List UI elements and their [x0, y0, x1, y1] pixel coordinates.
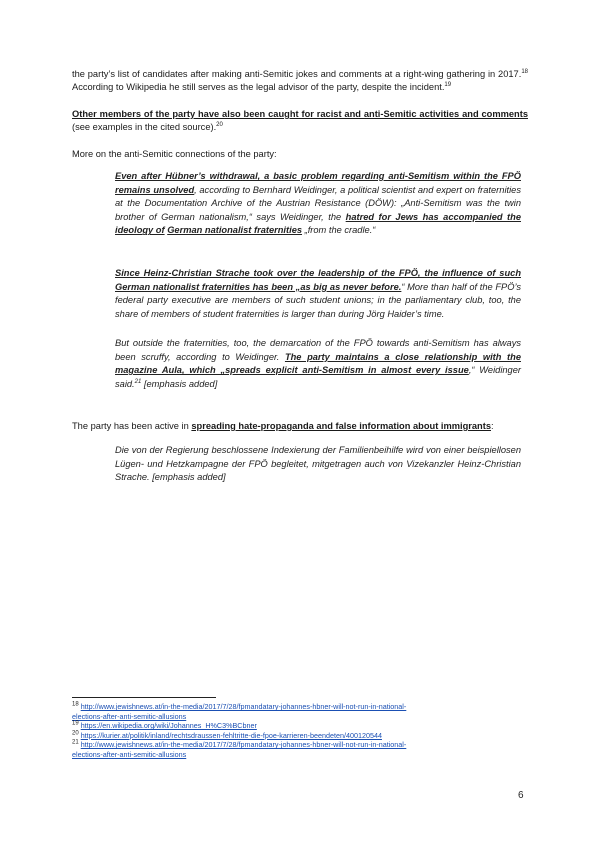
footnote-19: [72, 721, 532, 731]
paragraph-intro: [72, 68, 528, 95]
footnote-number: 18: [72, 701, 79, 708]
footnote-link[interactable]: https://kurier.at/politik/inland/rechtsdraussen-fehltritte-die-fpoe-karrieren-beendeten/400120544: [80, 730, 382, 740]
paragraph-text: (see examples in the cited source).: [72, 122, 217, 133]
paragraph-more-on: More on the anti-Semitic connections of the party:: [72, 149, 277, 159]
paragraph-hate-propaganda: [72, 420, 528, 433]
paragraph-other-members: [72, 108, 528, 135]
footnote-ref-18[interactable]: 18: [521, 68, 528, 75]
footnotes: [72, 702, 532, 760]
quote-text: „from the cradle.“: [302, 225, 376, 236]
quote-text: , according to Bernhard Weidinger, a political scientist and expert on fraternities at the Documentation Archive of the Austrian Resistance (DÖW): „Anti-Semitism was the twin brother of German nationalism,“ says Weidinger, the: [115, 184, 521, 222]
paragraph-intro-text: the party’s list of candidates after making anti-Semitic jokes and comments at a right-wing gathering in 2017.: [72, 69, 522, 79]
footnote-number: 20: [72, 730, 79, 737]
emphasis-text: Other members of the party have also been caught for racist and anti-Semitic activities and comments: [72, 109, 528, 119]
footnote-21-cont: [72, 750, 532, 760]
quote-text: [emphasis added]: [141, 378, 218, 389]
page-number: 6: [518, 790, 524, 801]
footnote-link[interactable]: elections-after-anti-semitic-allusions: [72, 749, 187, 759]
footnote-link[interactable]: http://www.jewishnews.at/in-the-media/2017/7/28/fpmandatary-johannes-hbner-will-not-run-in-national-: [80, 702, 407, 711]
footnote-ref-19[interactable]: 19: [444, 82, 452, 89]
footnote-21: [72, 740, 532, 750]
footnote-18-cont: [72, 712, 532, 722]
quote-text: But outside the fraternities, too, the demarcation of the FPÖ towards anti-Semitism has always been scruffy, according to Weidinger.: [115, 338, 521, 362]
emphasis-text: Since Heinz-Christian Strache took over the leadership of the FPÖ, the influence of such German nationalist fraternities has been „as big as never before.: [115, 268, 521, 292]
footnote-link[interactable]: elections-after-anti-semitic-allusions: [72, 711, 187, 721]
blockquote-1: [115, 170, 521, 238]
emphasis-text: German nationalist fraternities: [167, 225, 303, 236]
paragraph-text: The party has been active in: [72, 421, 192, 431]
footnote-separator: [72, 697, 216, 698]
footnote-link[interactable]: http://www.jewishnews.at/in-the-media/2017/7/28/fpmandatary-johannes-hbner-will-not-run-in-national-: [80, 740, 407, 750]
footnote-20: [72, 731, 532, 741]
blockquote-4: Die von der Regierung beschlossene Indexierung der Familienbeihilfe wird von einer beispiellosen Lügen- und Hetzkampagne der FPÖ begleitet, mitgetragen auch von Vizekanzler Heinz-Christian Strache. [emphasis added]: [115, 445, 521, 483]
emphasis-text: Even after Hübner’s withdrawal, a basic problem regarding anti-Semitism within the FPÖ remains unsolved: [115, 171, 521, 195]
emphasis-text: spreading hate-propaganda and false information about immigrants: [191, 421, 491, 431]
quote-text: ,“ Weidinger said.: [115, 365, 521, 389]
paragraph-intro-text-2: According to Wikipedia he still serves as the legal advisor of the party, despite the incident.: [72, 82, 445, 93]
footnote-ref-21[interactable]: 21: [134, 378, 142, 385]
paragraph-text: :: [491, 421, 494, 431]
footnote-number: 21: [72, 739, 79, 746]
blockquote-2: [115, 267, 521, 321]
quote-text: “ More than half of the FPÖ’s federal party executive are members of such student unions; in the parliamentary club, too, the share of members of student fraternities is larger than during Jörg Haider’s time.: [115, 281, 521, 319]
footnote-number: 19: [72, 720, 79, 727]
footnote-ref-20[interactable]: 20: [216, 122, 223, 129]
footnote-link[interactable]: https://en.wikipedia.org/wiki/Johannes_H%C3%BCbner: [80, 721, 257, 731]
footnote-18: [72, 702, 532, 712]
emphasis-text: hatred for Jews has accompanied the ideology of: [115, 211, 521, 236]
blockquote-3: [115, 337, 521, 391]
emphasis-text: The party maintains a close relationship with the magazine Aula, which „spreads explicit anti-Semitism in almost every issue: [115, 351, 521, 376]
